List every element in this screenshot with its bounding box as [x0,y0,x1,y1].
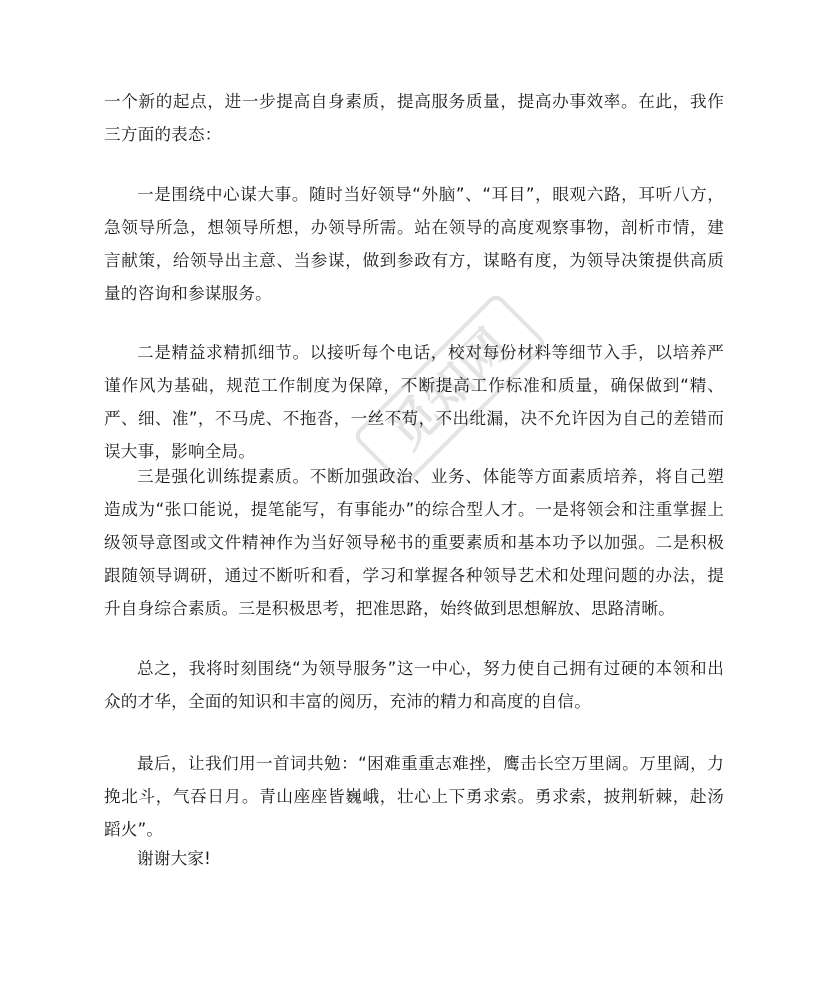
paragraph-summary: 总之，我将时刻围绕“为领导服务”这一中心，努力使自己拥有过硬的本领和出众的才华，全面的知识和丰富的阅历，充沛的精力和高度的自信。 [104,659,724,711]
paragraph-intro: 一个新的起点，进一步提高自身素质，提高服务质量，提高办事效率。在此，我作三方面的表态： [104,92,724,144]
watermark-text: 觅知网 [378,318,521,461]
paragraph-point-one: 一是围绕中心谋大事。随时当好领导“外脑”、“耳目”，眼观六路，耳听八方，急领导所急，想领导所想，办领导所需。站在领导的高度观察事物，剖析市情，建言献策，给领导出主意、当参谋，做到参政有方，谋略有度，为领导决策提供高质量的咨询和参谋服务。 [104,185,724,303]
paragraph-closing-poem: 最后，让我们用一首词共勉：“困难重重志难挫，鹰击长空万里阔。万里阔，力挽北斗，气吞日月。青山座座皆巍峨，壮心上下勇求索。勇求索，披荆斩棘，赴汤蹈火”。 [104,754,724,839]
paragraph-point-two: 二是精益求精抓细节。以接听每个电话，校对每份材料等细节入手，以培养严谨作风为基础，规范工作制度为保障，不断提高工作标准和质量，确保做到“精、严、细、准”，不马虎、不拖沓，一丝不苟，不出纰漏，决不允许因为自己的差错而误大事，影响全局。 [104,343,724,461]
paragraph-thanks: 谢谢大家! [137,849,212,868]
paragraph-point-three: 三是强化训练提素质。不断加强政治、业务、体能等方面素质培养，将自己塑造成为“张口能说，提笔能写，有事能办”的综合型人才。一是将领会和注重掌握上级领导意图或文件精神作为当好领导秘书的重要素质和基本功予以加强。二是积极跟随领导调研，通过不断听和看，学习和掌握各种领导艺术和处理问题的办法，提升自身综合素质。三是积极思考，把准思路，始终做到思想解放、思路清晰。 [104,467,724,618]
